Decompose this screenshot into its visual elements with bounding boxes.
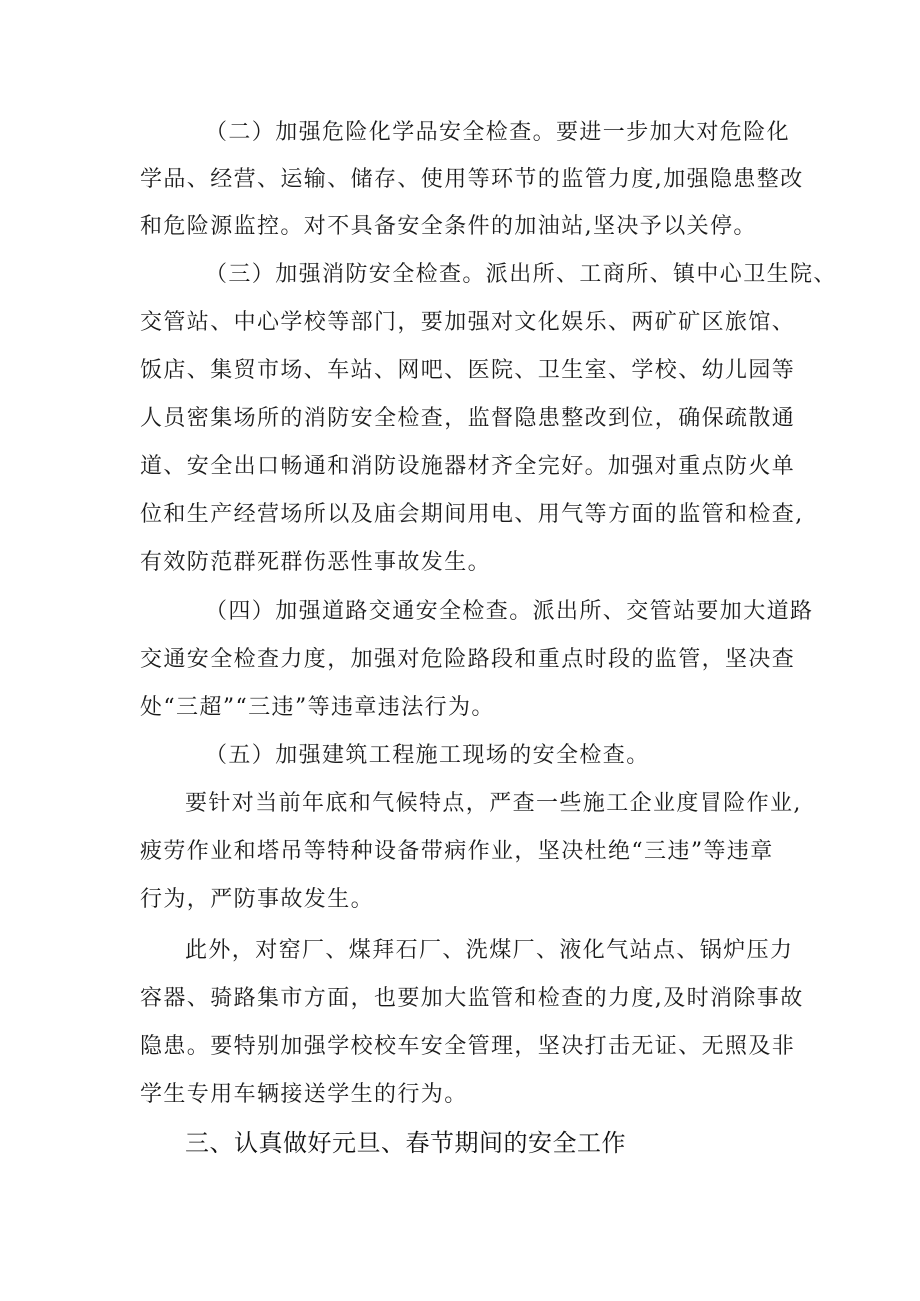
paragraph-line: 交管站、中心学校等部门，要加强对文化娱乐、两矿矿区旅馆、 bbox=[140, 310, 796, 335]
paragraph-line: 容器、骑路集市方面，也要加大监管和检查的力度,及时消除事故 bbox=[140, 986, 804, 1011]
paragraph-line: 疲劳作业和塔吊等特种设备带病作业，坚决杜绝“三违”等违章 bbox=[140, 839, 774, 864]
paragraph-line: 饭店、集贸市场、车站、网吧、医院、卫生室、学校、幼儿园等 bbox=[140, 358, 796, 383]
paragraph-line: 处“三超”“三违”等违章违法行为。 bbox=[140, 695, 495, 720]
paragraph-line: 有效防范群死群伤恶性事故发生。 bbox=[140, 550, 492, 575]
paragraph-line: （三）加强消防安全检查。派出所、工商所、镇中心卫生院、 bbox=[205, 262, 837, 287]
paragraph-line: 交通安全检查力度，加强对危险路段和重点时段的监管，坚决查 bbox=[140, 647, 796, 672]
paragraph-line: 和危险源监控。对不具备安全条件的加油站,坚决予以关停。 bbox=[140, 214, 757, 239]
section-heading: 三、认真做好元旦、春节期间的安全工作 bbox=[185, 1129, 626, 1157]
paragraph-line: 学生专用车辆接送学生的行为。 bbox=[140, 1082, 468, 1107]
paragraph-line: 此外，对窑厂、煤拜石厂、洗煤厂、液化气站点、锅炉压力 bbox=[185, 938, 794, 963]
paragraph-line: 人员密集场所的消防安全检查，监督隐患整改到位，确保疏散通 bbox=[140, 406, 796, 431]
paragraph-line: 道、安全出口畅通和消防设施器材齐全完好。加强对重点防火单 bbox=[140, 454, 796, 479]
paragraph-line: （五）加强建筑工程施工现场的安全检查。 bbox=[205, 743, 650, 768]
paragraph-line: （四）加强道路交通安全检查。派出所、交管站要加大道路 bbox=[205, 599, 814, 624]
paragraph-line: 学品、经营、运输、储存、使用等环节的监管力度,加强隐患整改 bbox=[140, 167, 804, 192]
paragraph-line: 隐患。要特别加强学校校车安全管理，坚决打击无证、无照及非 bbox=[140, 1034, 796, 1059]
paragraph-line: 位和生产经营场所以及庙会期间用电、用气等方面的监管和检查, bbox=[140, 502, 804, 527]
paragraph-line: 要针对当前年底和气候特点，严查一些施工企业度冒险作业, bbox=[185, 791, 802, 816]
paragraph-line: （二）加强危险化学品安全检查。要进一步加大对危险化 bbox=[205, 120, 791, 145]
paragraph-line: 行为，严防事故发生。 bbox=[140, 887, 375, 912]
